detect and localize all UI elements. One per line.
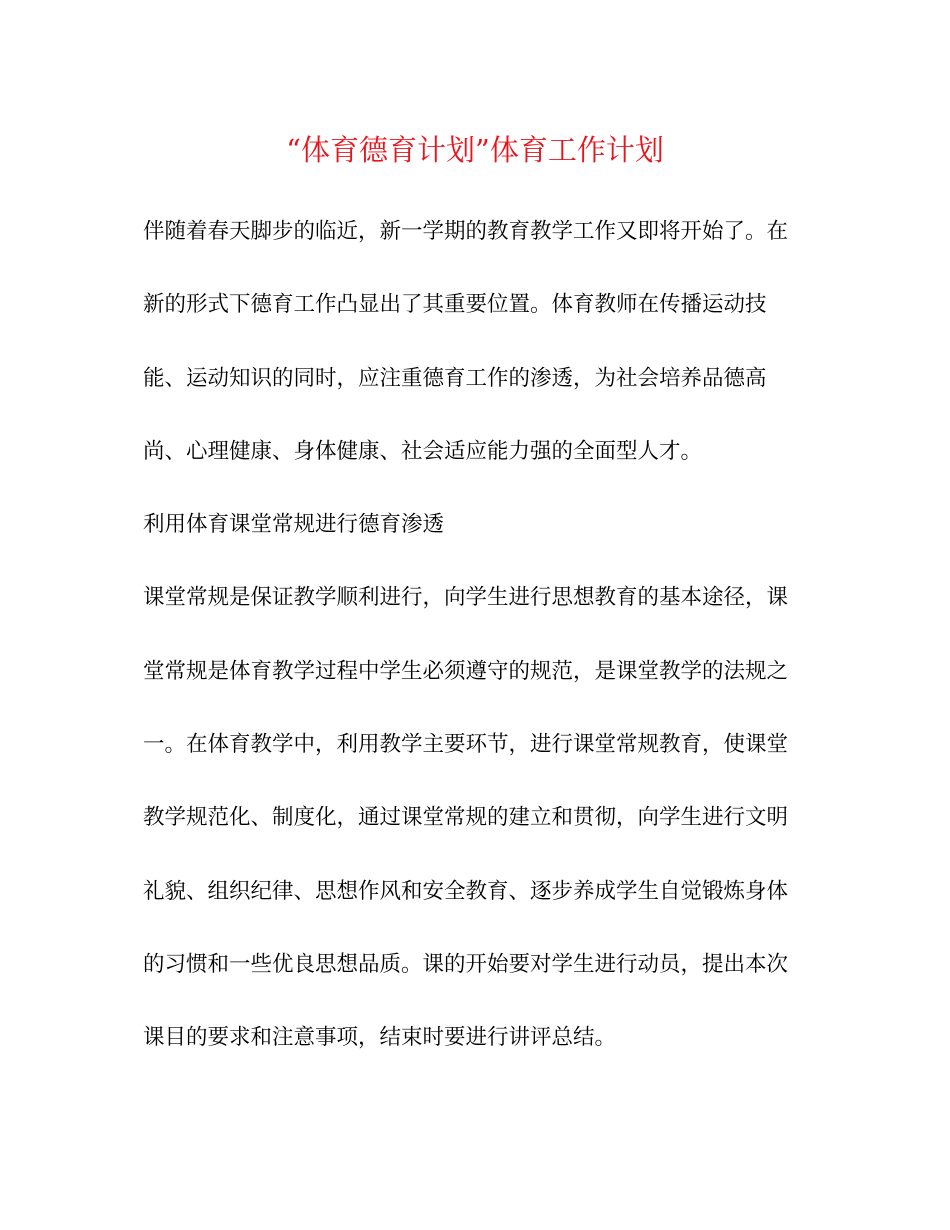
paragraph-line: 尚、心理健康、身体健康、社会适应能力强的全面型人才。: [143, 439, 703, 464]
paragraph-line: 的习惯和一些优良思想品质。课的开始要对学生进行动员，提出本次: [143, 952, 789, 977]
paragraph-line: 课目的要求和注意事项，结束时要进行讲评总结。: [143, 1025, 617, 1050]
paragraph-line: 新的形式下德育工作凸显出了其重要位置。体育教师在传播运动技: [143, 292, 767, 317]
paragraph-line: 能、运动知识的同时，应注重德育工作的渗透，为社会培养品德高: [143, 366, 767, 391]
section-heading: 利用体育课堂常规进行德育渗透: [143, 512, 445, 537]
paragraph-line: 堂常规是体育教学过程中学生必须遵守的规范，是课堂教学的法规之: [143, 659, 789, 684]
paragraph-line: 课堂常规是保证教学顺利进行，向学生进行思想教育的基本途径，课: [143, 585, 789, 610]
paragraph-line: 伴随着春天脚步的临近，新一学期的教育教学工作又即将开始了。在: [143, 219, 789, 244]
paragraph-line: 礼貌、组织纪律、思想作风和安全教育、逐步养成学生自觉锻炼身体: [143, 879, 789, 904]
document-title: “体育德育计划”体育工作计划: [286, 133, 664, 167]
paragraph-line: 教学规范化、制度化，通过课堂常规的建立和贯彻，向学生进行文明: [143, 805, 789, 830]
paragraph-line: 一。在体育教学中，利用教学主要环节，进行课堂常规教育，使课堂: [143, 732, 789, 757]
